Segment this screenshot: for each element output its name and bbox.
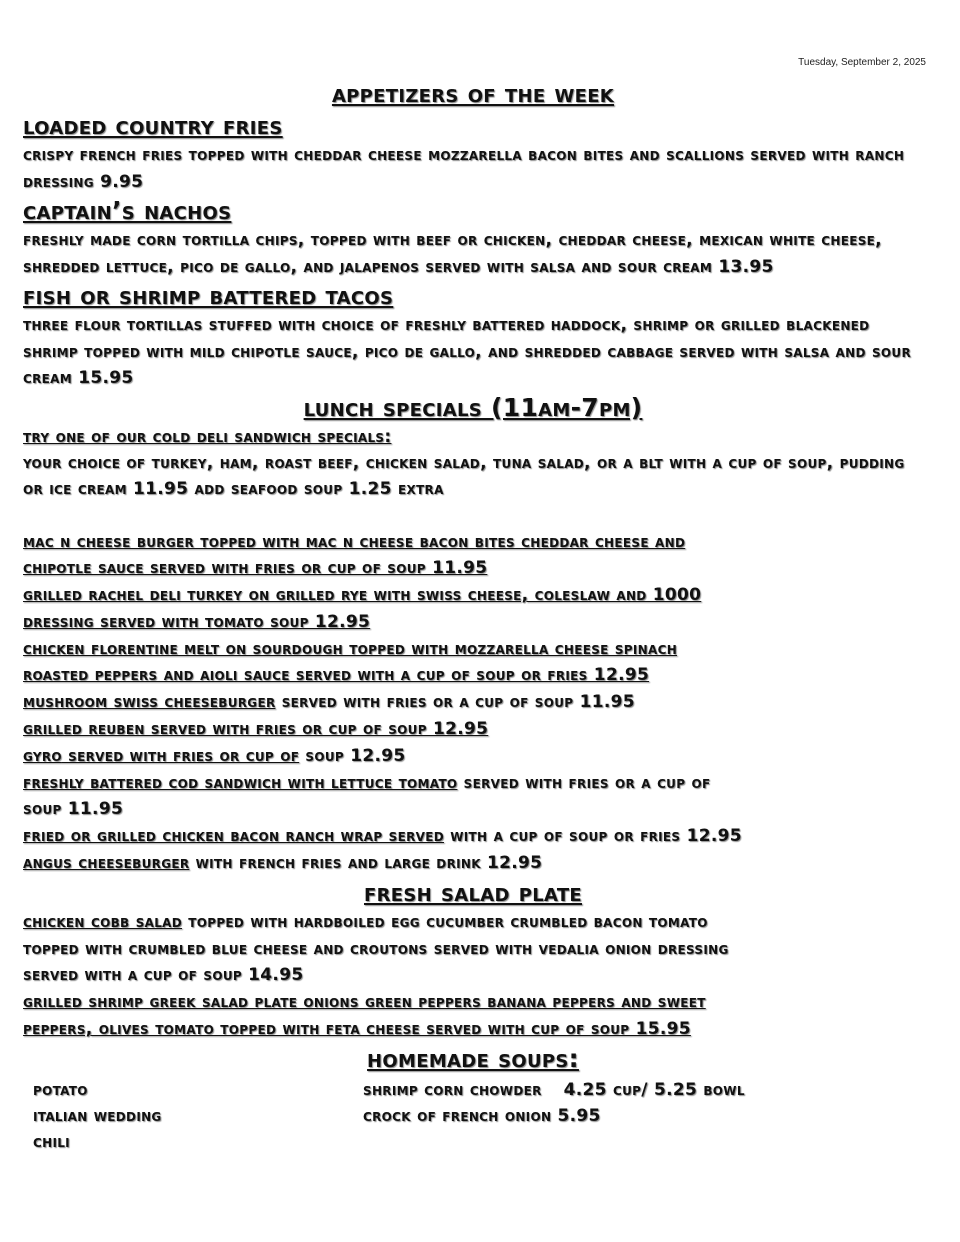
salad-cobb-line-1: [23, 909, 923, 936]
special-cod-name: freshly battered cod sandwich with lettuce tomato: [23, 772, 458, 793]
soup-item: italian wedding: [33, 1105, 162, 1126]
lunch-specials-title: lunch specials (11am-7pm): [303, 392, 643, 422]
special-gyro-price: soup 12.95: [299, 745, 406, 766]
deli-description: your choice of turkey, ham, roast beef, chicken salad, tuna salad, or a blt with a cup of soup, pudding or ice cream 11.95 add seafood soup 1.25 extra: [23, 452, 905, 499]
soups-list: [23, 1077, 923, 1155]
soup-item-with-price: [363, 1077, 923, 1103]
special-cod-desc: served with fries or a cup of: [457, 772, 711, 793]
special-gyro-desc: served with fries or cup of: [61, 745, 300, 766]
soup-item: chili: [33, 1131, 70, 1152]
special-florentine-line-1: chicken florentine melt on sourdough topped with mozzarella cheese spinach: [23, 638, 678, 659]
special-angus-desc: with french fries and large drink 12.95: [189, 853, 543, 874]
salad-title: fresh salad plate: [364, 877, 582, 907]
special-gyro: [23, 743, 923, 770]
menu-body: [23, 78, 923, 1155]
appetizers-title: appetizers of the week: [331, 79, 615, 108]
special-wrap: [23, 823, 923, 850]
soup-item: crock of french onion 5.95: [363, 1105, 601, 1126]
soup-item: shrimp corn chowder: [363, 1079, 542, 1100]
soups-right-column: [363, 1077, 923, 1155]
special-wrap-desc: with a cup of soup or fries 12.95: [444, 826, 742, 847]
appetizer-description: three flour tortillas stuffed with choice of freshly battered haddock, shrimp or grilled blackened shrimp topped with mild chipotle sauce, pico de gallo, and shredded cabbage served with salsa and sour cream 15.95: [23, 315, 911, 388]
salad-cobb-line-2: topped with crumbled blue cheese and croutons served with vedalia onion dressing: [23, 938, 729, 959]
special-rachel-line-1: grilled rachel deli turkey on grilled rye with swiss cheese, coleslaw and 1000: [23, 585, 702, 606]
soup-item: potato: [33, 1079, 88, 1100]
deli-heading: try one of our cold deli sandwich specials:: [23, 426, 392, 447]
salad-greek-line-1: grilled shrimp greek salad plate onions green peppers banana peppers and sweet: [23, 992, 706, 1013]
soup-price: 4.25 cup/ 5.25 bowl: [563, 1079, 745, 1100]
special-wrap-name: fried or grilled chicken bacon ranch wrap served: [23, 826, 444, 847]
special-mushroom-desc: served with fries or a cup of soup 11.95: [275, 692, 635, 713]
soups-title: homemade soups:: [367, 1043, 579, 1073]
special-angus-name: angus cheeseburger: [23, 853, 190, 874]
special-mushroom: [23, 689, 923, 716]
special-florentine-line-2: roasted peppers and aioli sauce served with a cup of soup or fries 12.95: [23, 665, 650, 686]
salad-cobb-desc: topped with hardboiled egg cucumber crumbled bacon tomato: [182, 911, 708, 932]
appetizer-name: fish or shrimp battered tacos: [23, 281, 394, 310]
special-gyro-name: gyro: [23, 745, 62, 766]
special-mushroom-name: mushroom swiss cheeseburger: [23, 692, 276, 713]
salad-cobb-name: chicken cobb salad: [23, 911, 183, 932]
special-mac-line-1: mac n cheese burger topped with mac n cheese bacon bites cheddar cheese and: [23, 531, 686, 552]
appetizer-description: crispy french fries topped with cheddar cheese mozzarella bacon bites and scallions served with ranch dressing 9.95: [23, 145, 905, 192]
appetizer-name: captain’s nachos: [23, 196, 232, 225]
appetizer-description: freshly made corn tortilla chips, topped with beef or chicken, cheddar cheese, mexican white cheese, shredded lettuce, pico de gallo, and jalapenos served with salsa and sour cream 13.95: [23, 230, 882, 277]
salad-cobb-line-3: served with a cup of soup 14.95: [23, 965, 304, 986]
appetizer-name: loaded country fries: [23, 111, 283, 140]
menu-date: Tuesday, September 2, 2025: [798, 57, 926, 68]
special-cod: [23, 770, 923, 797]
special-reuben: grilled reuben served with fries or cup of soup 12.95: [23, 719, 489, 740]
special-cod-line-2: soup 11.95: [23, 799, 124, 820]
soups-left-column: [23, 1077, 363, 1155]
special-rachel-line-2: dressing served with tomato soup 12.95: [23, 611, 371, 632]
spacer: [23, 503, 923, 529]
special-mac-line-2: chipotle sauce served with fries or cup of soup 11.95: [23, 558, 488, 579]
salad-greek-line-2: peppers, olives tomato topped with feta cheese served with cup of soup 15.95: [23, 1019, 691, 1040]
special-angus: [23, 850, 923, 877]
